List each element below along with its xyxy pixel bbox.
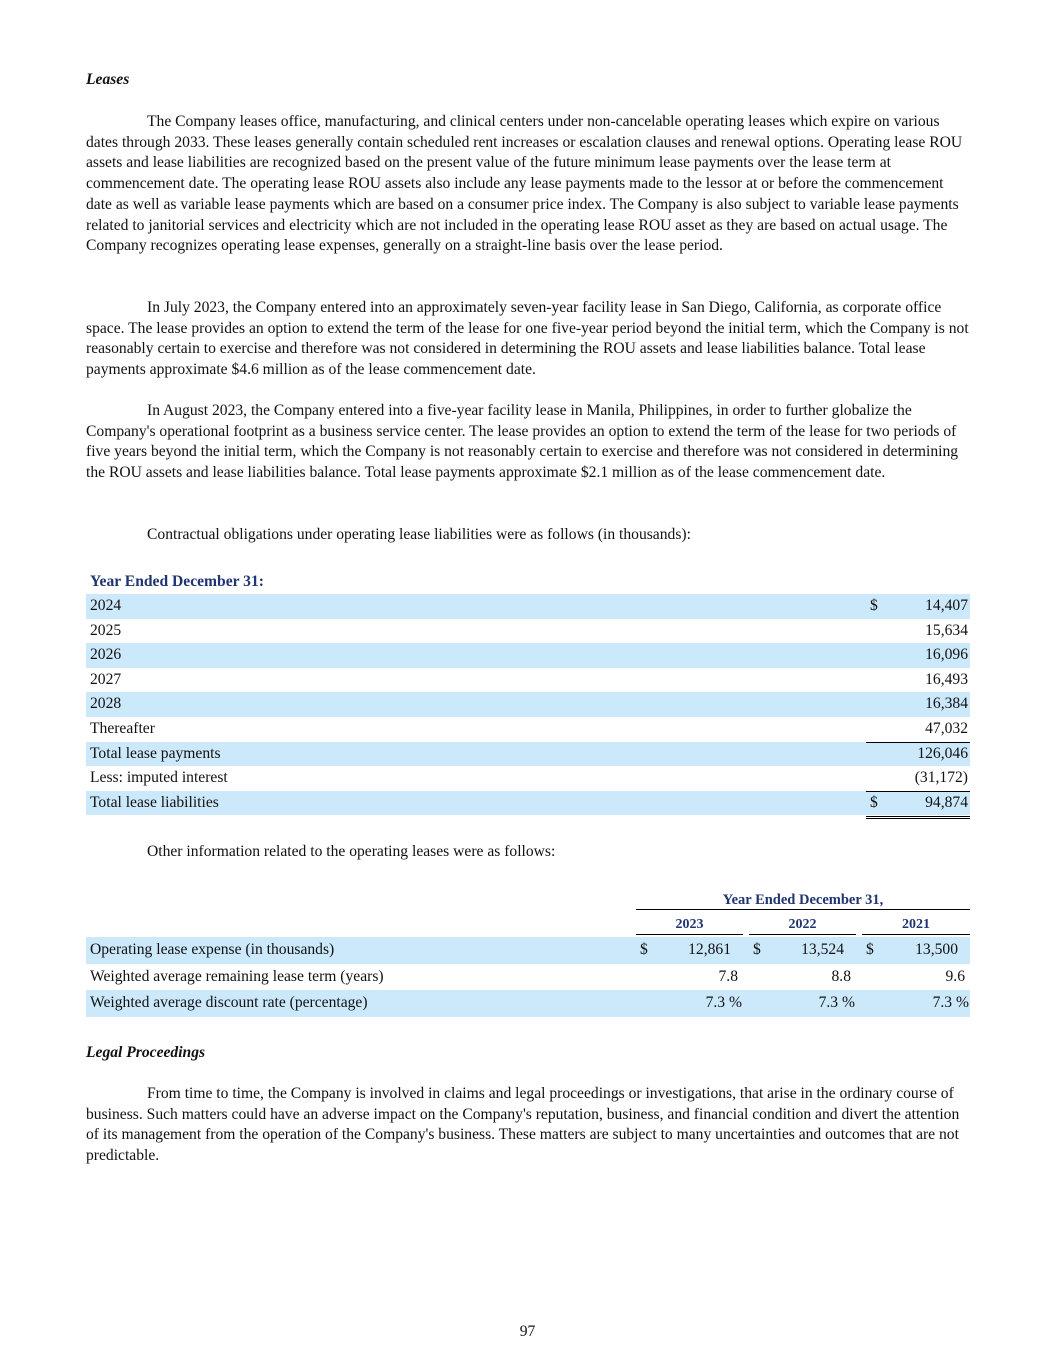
row-label: 2026 — [90, 646, 122, 664]
table-row — [86, 594, 970, 619]
row-label: Less: imputed interest — [90, 769, 228, 787]
obligations-table-header: Year Ended December 31: — [90, 573, 264, 590]
table-row — [86, 643, 970, 668]
leases-paragraph-3 — [86, 401, 970, 484]
page-number: 97 — [519, 1323, 536, 1340]
row-label: Weighted average remaining lease term (years) — [90, 967, 384, 985]
row-label: 2025 — [90, 621, 122, 639]
table-row — [86, 619, 970, 644]
row-value: 16,096 — [925, 646, 968, 664]
table-row — [86, 766, 970, 791]
legal-proceedings-heading: Legal Proceedings — [86, 1044, 206, 1061]
column-rule — [862, 934, 970, 935]
row-label: Weighted average discount rate (percentage) — [90, 994, 368, 1012]
column-rule — [749, 934, 856, 935]
paragraph-text: In August 2023, the Company entered into a five-year facility lease in Manila, Philippines, in order to further globalize the Company's operational footprint as a business service center. The lease provides an option to extend the term of the lease for two periods of five years beyond the initial term, which the Company is not reasonably certain to exercise and therefore was not considered in determining the ROU assets and lease liabilities balance. Total lease payments approximate $2.1 million as of the lease commencement date. — [86, 402, 959, 482]
row-value: 94,874 — [925, 793, 968, 811]
year-column-header: 2022 — [788, 917, 817, 932]
row-label: Thereafter — [90, 719, 155, 737]
table-row — [86, 964, 970, 991]
row-value: 16,384 — [925, 695, 968, 713]
value-2021: 7.3 % — [932, 994, 969, 1012]
currency-symbol: $ — [753, 941, 761, 958]
table-row — [86, 668, 970, 693]
leases-heading: Leases — [86, 71, 130, 88]
row-value: 16,493 — [925, 670, 968, 688]
row-label: 2028 — [90, 695, 122, 713]
row-value: 14,407 — [925, 597, 968, 614]
value-2022: 8.8 — [831, 967, 851, 985]
paragraph-text: The Company leases office, manufacturing, and clinical centers under non-cancelable operating leases which expire on various dates through 2033. These leases generally contain scheduled rent increases or escalation clauses and renewal options. Operating lease ROU assets and lease liabilities are recognized based on the present value of the future minimum lease payments over the lease term at commencement date. The operating lease ROU assets also include any lease payments made to the lessor at or before the commencement date as well as variable lease payments which are based on a consumer price index. The Company is also subject to variable lease payments related to janitorial services and electricity which are not included in the operating lease ROU asset as they are based on actual usage. The Company recognizes operating lease expenses, generally on a straight-line basis over the lease period. — [86, 113, 963, 255]
table-row — [86, 692, 970, 717]
row-label: Operating lease expense (in thousands) — [90, 941, 335, 958]
table-row — [86, 717, 970, 742]
other-info-intro: Other information related to the operating leases were as follows: — [147, 843, 556, 860]
obligations-intro: Contractual obligations under operating lease liabilities were as follows (in thousands): — [147, 526, 691, 543]
leases-paragraph-2 — [86, 298, 970, 381]
double-underline — [866, 816, 970, 819]
row-label: 2027 — [90, 670, 122, 688]
value-2023: 7.3 % — [705, 994, 742, 1012]
table-row-total-liabilities — [86, 791, 970, 816]
other-info-table-header: Year Ended December 31, — [722, 892, 884, 908]
table-row-total-payments — [86, 742, 970, 767]
currency-symbol: $ — [640, 941, 648, 958]
row-value: 126,046 — [917, 744, 968, 762]
year-column-header: 2021 — [902, 917, 930, 932]
other-info-table — [86, 937, 970, 1017]
value-2022: 7.3 % — [818, 994, 855, 1012]
year-column-header: 2023 — [675, 917, 704, 932]
row-label: Total lease payments — [90, 744, 221, 762]
paragraph-text: In July 2023, the Company entered into an approximately seven-year facility lease in San Diego, California, as corporate office space. The lease provides an option to extend the term of the lease for one five-year period beyond the initial term, which the Company is not reasonably certain to exercise and therefore was not considered in determining the ROU assets and lease liabilities balance. Total lease payments approximate $4.6 million as of the lease commencement date. — [86, 299, 969, 379]
row-label: 2024 — [90, 597, 122, 614]
column-rule — [636, 934, 743, 935]
row-value: 15,634 — [925, 621, 968, 639]
value-2021: 9.6 — [945, 967, 965, 985]
value-2021: 13,500 — [915, 941, 958, 958]
table-row — [86, 937, 970, 964]
value-2022: 13,524 — [801, 941, 844, 958]
obligations-table — [86, 594, 970, 815]
value-2023: 12,861 — [688, 941, 731, 958]
table-row — [86, 990, 970, 1017]
row-value: (31,172) — [914, 769, 968, 787]
header-rule — [636, 909, 970, 910]
legal-proceedings-paragraph — [86, 1084, 970, 1167]
leases-paragraph-1 — [86, 112, 970, 257]
currency-symbol: $ — [870, 597, 878, 614]
currency-symbol: $ — [866, 941, 874, 958]
row-value: 47,032 — [925, 719, 968, 737]
paragraph-text: From time to time, the Company is involved in claims and legal proceedings or investigations, that arise in the ordinary course of business. Such matters could have an adverse impact on the Company's reputation, business, and financial condition and divert the attention of its management from the operation of the Company's business. These matters are subject to many uncertainties and outcomes that are not predictable. — [86, 1085, 960, 1165]
row-label: Total lease liabilities — [90, 793, 219, 811]
currency-symbol: $ — [870, 793, 878, 811]
value-2023: 7.8 — [718, 967, 738, 985]
